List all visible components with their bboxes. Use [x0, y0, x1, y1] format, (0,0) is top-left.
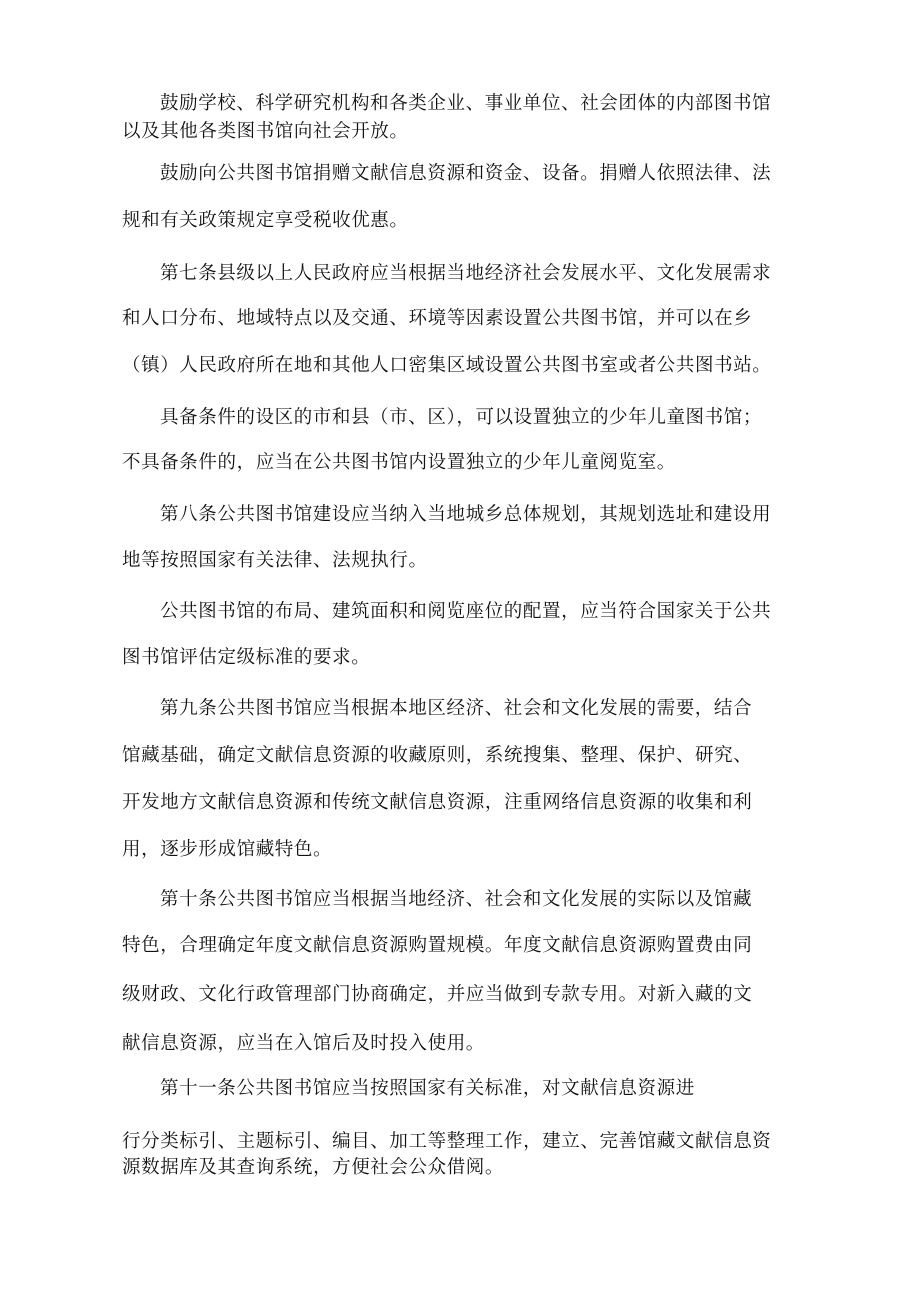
text-line: 图书馆评估定级标准的要求。	[122, 647, 371, 668]
text-line: 不具备条件的，应当在公共图书馆内设置独立的少年儿童阅览室。	[122, 452, 676, 473]
text-line: 第八条公共图书馆建设应当纳入当地城乡总体规划，其规划选址和建设用	[160, 504, 772, 525]
text-line: 第十条公共图书馆应当根据当地经济、社会和文化发展的实际以及馆藏	[160, 889, 753, 910]
text-line: 第七条县级以上人民政府应当根据当地经济社会发展水平、文化发展需求	[160, 263, 772, 284]
text-line: 以及其他各类图书馆向社会开放。	[122, 121, 409, 142]
text-line: 规和有关政策规定享受税收优惠。	[122, 210, 409, 231]
text-line: 特色，合理确定年度文献信息资源购置规模。年度文献信息资源购置费由同	[122, 935, 753, 956]
text-line: 馆藏基础，确定文献信息资源的收藏原则，系统搜集、整理、保护、研究、	[122, 745, 753, 766]
text-line: 用，逐步形成馆藏特色。	[122, 839, 333, 860]
text-line: 第九条公共图书馆应当根据本地区经济、社会和文化发展的需要，结合	[160, 698, 753, 719]
text-line: 地等按照国家有关法律、法规执行。	[122, 550, 428, 571]
text-line: 鼓励学校、科学研究机构和各类企业、事业单位、社会团体的内部图书馆	[160, 93, 772, 114]
text-line: 行分类标引、主题标引、编目、加工等整理工作，建立、完善馆藏文献信息资	[122, 1131, 772, 1152]
text-line: 开发地方文献信息资源和传统文献信息资源，注重网络信息资源的收集和利	[122, 792, 753, 813]
text-line: 级财政、文化行政管理部门协商确定，并应当做到专款专用。对新入藏的文	[122, 984, 753, 1005]
text-line: 献信息资源，应当在入馆后及时投入使用。	[122, 1033, 485, 1054]
text-line: 第十一条公共图书馆应当按照国家有关标准，对文献信息资源进	[160, 1078, 695, 1099]
text-line: 公共图书馆的布局、建筑面积和阅览座位的配置，应当符合国家关于公共	[160, 601, 772, 622]
text-line: 具备条件的设区的市和县（市、区），可以设置独立的少年儿童图书馆；	[160, 407, 762, 428]
text-line: （镇）人民政府所在地和其他人口密集区域设置公共图书室或者公共图书站。	[122, 355, 772, 376]
text-line: 源数据库及其查询系统，方便社会公众借阅。	[122, 1157, 505, 1178]
text-line: 和人口分布、地域特点以及交通、环境等因素设置公共图书馆，并可以在乡	[122, 308, 753, 329]
text-line: 鼓励向公共图书馆捐赠文献信息资源和资金、设备。捐赠人依照法律、法	[160, 163, 772, 184]
